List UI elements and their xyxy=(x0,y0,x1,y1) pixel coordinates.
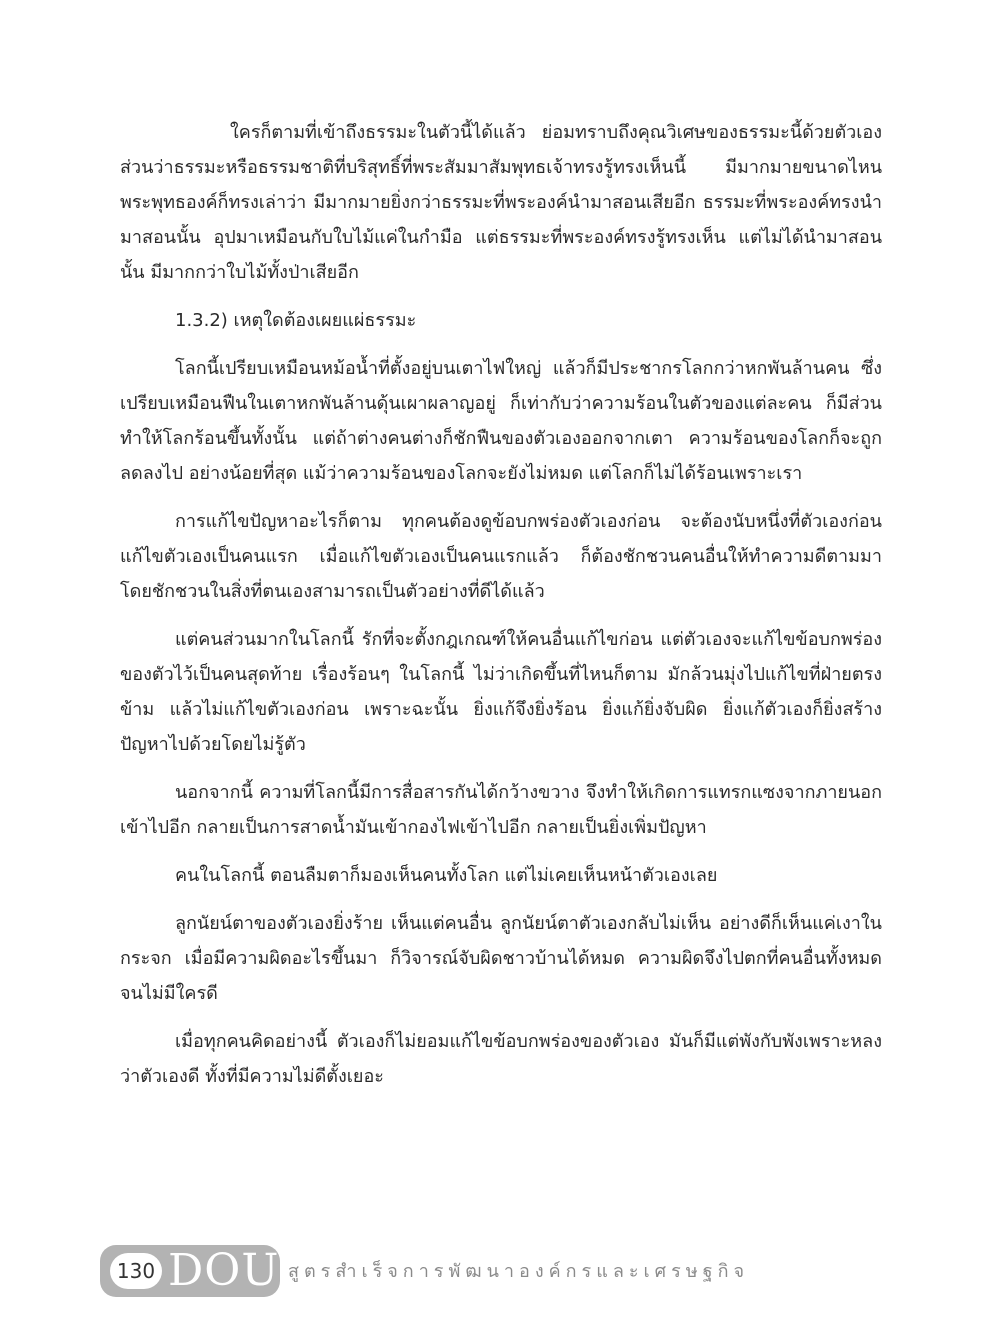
paragraph-5: นอกจากนี้ ความที่โลกนี้มีการสื่อสารกันได้กว้างขวาง จึงทำให้เกิดการแทรกแซงจากภายนอกเข้าไปอีก กลายเป็นการสาดน้ำมันเข้ากองไฟเข้าไปอีก กลายเป็นยิ่งเพิ่มปัญหา xyxy=(120,782,882,838)
page-footer xyxy=(100,1245,940,1297)
dou-logo: DOU xyxy=(168,1245,280,1296)
paragraph-1: ใครก็ตามที่เข้าถึงธรรมะในตัวนี้ได้แล้ว ย่อมทราบถึงคุณวิเศษของธรรมะนี้ด้วยตัวเอง ส่วนว่าธรรมะหรือธรรมชาติที่บริสุทธิ์ที่พระสัมมาสัมพุทธเจ้าทรงรู้ทรงเห็นนี้ มีมากมายขนาดไหน พระพุทธองค์ก็ทรงเล่าว่า มีมากมายยิ่งกว่าธรรมะที่พระองค์นำมาสอนเสียอีก ธรรมะที่พระองค์ทรงนำมาสอนนั้น อุปมาเหมือนกับใบไม้แค่ในกำมือ แต่ธรรมะที่พระองค์ทรงรู้ทรงเห็น แต่ไม่ได้นำมาสอนนั้น มีมากกว่าใบไม้ทั้งป่าเสียอีก xyxy=(120,122,882,283)
book-title: สูตรสำเร็จการพัฒนาองค์กรและเศรษฐกิจ xyxy=(288,1261,750,1282)
paragraph-8: เมื่อทุกคนคิดอย่างนี้ ตัวเองก็ไม่ยอมแก้ไขข้อบกพร่องของตัวเอง มันก็มีแต่พังกับพังเพราะหลงว่าตัวเองดี ทั้งที่มีความไม่ดีตั้งเยอะ xyxy=(120,1031,882,1087)
section-heading: 1.3.2) เหตุใดต้องเผยแผ่ธรรมะ xyxy=(175,310,417,331)
paragraph-7: ลูกนัยน์ตาของตัวเองยิ่งร้าย เห็นแต่คนอื่น ลูกนัยน์ตาตัวเองกลับไม่เห็น อย่างดีก็เห็นแค่เงาในกระจก เมื่อมีความผิดอะไรขึ้นมา ก็วิจารณ์จับผิดชาวบ้านได้หมด ความผิดจึงไปตกที่คนอื่นทั้งหมด จนไม่มีใครดี xyxy=(120,913,882,1004)
paragraph-3: การแก้ไขปัญหาอะไรก็ตาม ทุกคนต้องดูข้อบกพร่องตัวเองก่อน จะต้องนับหนึ่งที่ตัวเองก่อน แก้ไขตัวเองเป็นคนแรก เมื่อแก้ไขตัวเองเป็นคนแรกแล้ว ก็ต้องชักชวนคนอื่นให้ทำความดีตามมา โดยชักชวนในสิ่งที่ตนเองสามารถเป็นตัวอย่างที่ดีได้แล้ว xyxy=(120,511,882,602)
paragraph-6: คนในโลกนี้ ตอนลืมตาก็มองเห็นคนทั้งโลก แต่ไม่เคยเห็นหน้าตัวเองเลย xyxy=(175,865,718,886)
body-text xyxy=(120,115,882,1107)
footer-badge xyxy=(100,1245,280,1297)
page-number: 130 xyxy=(110,1253,162,1289)
paragraph-4: แต่คนส่วนมากในโลกนี้ รักที่จะตั้งกฎเกณฑ์ให้คนอื่นแก้ไขก่อน แต่ตัวเองจะแก้ไขข้อบกพร่องของตัวไว้เป็นคนสุดท้าย เรื่องร้อนๆ ในโลกนี้ ไม่ว่าเกิดขึ้นที่ไหนก็ตาม มักล้วนมุ่งไปแก้ไขที่ฝ่ายตรงข้าม แล้วไม่แก้ไขตัวเองก่อน เพราะฉะนั้น ยิ่งแก้จึงยิ่งร้อน ยิ่งแก้ยิ่งจับผิด ยิ่งแก้ตัวเองก็ยิ่งสร้างปัญหาไปด้วยโดยไม่รู้ตัว xyxy=(120,629,882,755)
paragraph-2: โลกนี้เปรียบเหมือนหม้อน้ำที่ตั้งอยู่บนเตาไฟใหญ่ แล้วก็มีประชากรโลกกว่าหกพันล้านคน ซึ่งเปรียบเหมือนฟืนในเตาหกพันล้านดุ้นเผาผลาญอยู่ ก็เท่ากับว่าความร้อนในตัวของแต่ละคน ก็มีส่วนทำให้โลกร้อนขึ้นทั้งนั้น แต่ถ้าต่างคนต่างก็ชักฟืนของตัวเองออกจากเตา ความร้อนของโลกก็จะถูกลดลงไป อย่างน้อยที่สุด แม้ว่าความร้อนของโลกจะยังไม่หมด แต่โลกก็ไม่ได้ร้อนเพราะเรา xyxy=(120,358,882,484)
